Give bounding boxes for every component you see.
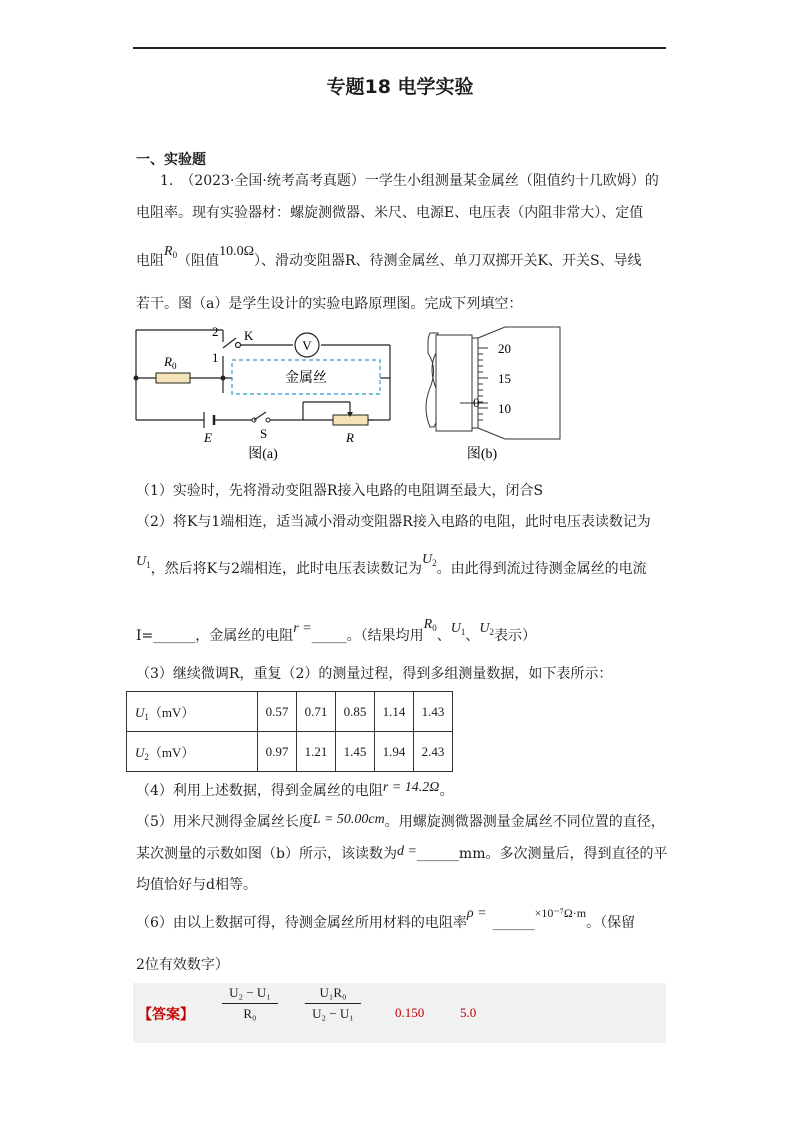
figure-a-caption: 图(a) [248,447,278,462]
resistivity-unit: ×10⁻⁷Ω·m [534,906,587,920]
problem-line-1: 1. （2023·全国·统考高考真题）一学生小组测量某金属丝（阻值约十几欧姆）的 [160,173,659,189]
text-fragment: 。（保留 [586,915,636,931]
resistivity-symbol: ρ = [466,906,487,921]
fraction-denominator: U₂ − U₁ [312,1006,354,1021]
battery-label: E [204,430,212,445]
step-3: （3）继续微调R，重复（2）的测量过程，得到多组测量数据，如下表所示： [136,666,613,682]
subscript: 2 [489,627,494,637]
fraction-numerator: U₁R₀ [305,985,361,1004]
step-5-line-2 [136,843,667,863]
micrometer-tick-20: 20 [498,341,511,356]
text-fragment: ）、滑动变阻器R、待测金属丝、单刀双掷开关K、开关S、导线 [253,253,642,269]
subscript: 0 [432,623,437,633]
text-fragment: （阻值 [177,253,220,269]
answer-resistivity: 5.0 [460,1005,477,1020]
table-cell: 1.21 [297,732,336,772]
row-header [127,692,258,732]
symbol: R [164,244,173,259]
text-fragment: （5）用米尺测得金属丝长度 [136,814,313,830]
switch-s-icon [254,412,266,420]
table-cell: 2.43 [414,732,453,772]
r0-resistor-icon [156,373,190,383]
subscript: 1 [460,627,466,637]
row-header [127,732,258,772]
table-row [127,692,453,732]
subscript: 1 [144,711,149,722]
micrometer-diagram [420,323,570,465]
figure-b-caption: 图(b) [466,447,498,462]
symbol: U [422,552,433,567]
unit: （mV） [148,744,195,760]
symbol: R [423,617,433,632]
terminal-1-label: 1 [212,350,219,365]
text-fragment: （4）利用上述数据，得到金属丝的电阻 [136,783,383,799]
terminal-2-label: 2 [212,324,219,339]
subscript: 0 [171,361,177,371]
junction-dot [221,376,226,381]
table-cell: 0.71 [297,692,336,732]
section-heading: 一、实验题 [136,152,206,168]
circuit-diagram [128,318,408,464]
step-6-line-1 [136,906,636,932]
subscript: 2 [144,751,149,762]
problem-line-4: 若干。图（a）是学生设计的实验电路原理图。完成下列填空： [136,296,523,312]
r0-symbol [424,617,437,632]
table-row [127,732,453,772]
diameter-symbol: d = [396,844,417,859]
symbol: U [136,554,147,569]
resistance-value: 10.0Ω [219,244,254,259]
switch-k-label: K [244,328,254,343]
table-cell: 0.57 [258,692,297,732]
u1-symbol [451,621,466,636]
page-title: 专题18 电学实验 [326,76,474,98]
current-blank: I=______，金属丝的电阻 [136,628,294,644]
step-4 [136,780,453,800]
voltmeter-label: V [302,338,312,353]
length-value: L = 50.00cm [312,812,385,827]
symbol: U [135,744,145,760]
step-6-line-2: 2位有效数字） [136,957,229,973]
switch-s-label: S [260,426,268,441]
subscript: 0 [172,250,178,260]
step-1: （1）实验时，先将滑动变阻器R接入电路的电阻调至最大，闭合S [136,483,544,499]
u2-symbol [422,552,437,567]
text-fragment: 某次测量的示数如图（b）所示，该读数为 [136,846,397,862]
step-2-line-2 [136,552,647,578]
table-cell: 1.94 [375,732,414,772]
u1-symbol [136,554,151,569]
header-rule [133,47,666,49]
text-fragment: 、 [465,628,480,644]
step-5-line-1 [136,811,665,831]
micrometer-tick-10: 10 [498,401,511,416]
text-fragment: 、 [436,628,451,644]
r0-symbol [164,244,177,259]
u2-symbol [479,621,494,636]
step-2-line-3 [136,617,536,645]
step-5-line-3: 均值恰好与d相等。 [136,877,257,893]
junction-dot [134,376,139,381]
unit: （mV） [148,704,195,720]
answer-label: 【答案】 [138,1007,194,1023]
symbol: U [450,621,461,636]
problem-line-3 [136,244,642,270]
resistance-value: r = 14.2Ω [382,780,440,795]
resistance-symbol: r = [293,621,312,636]
answer-fraction-current [222,985,278,1022]
r0-label [163,354,177,371]
symbol: R [164,354,172,369]
text-fragment: ，然后将K与2端相连，此时电压表读数记为 [150,561,422,577]
answer-diameter: 0.150 [395,1005,425,1020]
subscript: 1 [146,560,151,570]
metal-wire-label: 金属丝 [285,371,327,386]
symbol: U [479,621,490,636]
text-fragment: _____。（结果均用 [311,628,424,644]
text-fragment: （6）由以上数据可得，待测金属丝所用材料的电阻率 [136,915,467,931]
text-fragment: 。用螺旋测微器测量金属丝不同位置的直径， [384,814,665,830]
text-fragment: 表示） [493,628,536,644]
fraction-numerator: U₂ − U₁ [222,985,278,1004]
resistivity-blank: ______ [492,915,535,931]
table-cell: 0.97 [258,732,297,772]
table-cell: 0.85 [336,692,375,732]
text-fragment: ______mm。多次测量后，得到直径的平 [416,846,668,862]
table-cell: 1.43 [414,692,453,732]
table-cell: 1.45 [336,732,375,772]
subscript: 2 [432,558,437,568]
micrometer-tick-0: 0 [473,395,480,410]
table-cell: 1.14 [375,692,414,732]
step-2-line-1: （2）将K与1端相连，适当减小滑动变阻器R接入电路的电阻，此时电压表读数记为 [136,514,651,530]
text-fragment: 电阻 [136,253,164,269]
rheostat-label: R [346,430,354,445]
text-fragment: 。由此得到流过待测金属丝的电流 [436,561,647,577]
rheostat-icon [333,415,368,425]
text-fragment: 。 [439,783,454,799]
fraction-denominator: R₀ [243,1006,257,1021]
micrometer-tick-15: 15 [498,371,511,386]
symbol: U [135,704,145,720]
answer-fraction-resistance [305,985,361,1022]
measurement-table [126,691,453,772]
problem-line-2: 电阻率。现有实验器材：螺旋测微器、米尺、电源E、电压表（内阻非常大）、定值 [136,205,644,221]
